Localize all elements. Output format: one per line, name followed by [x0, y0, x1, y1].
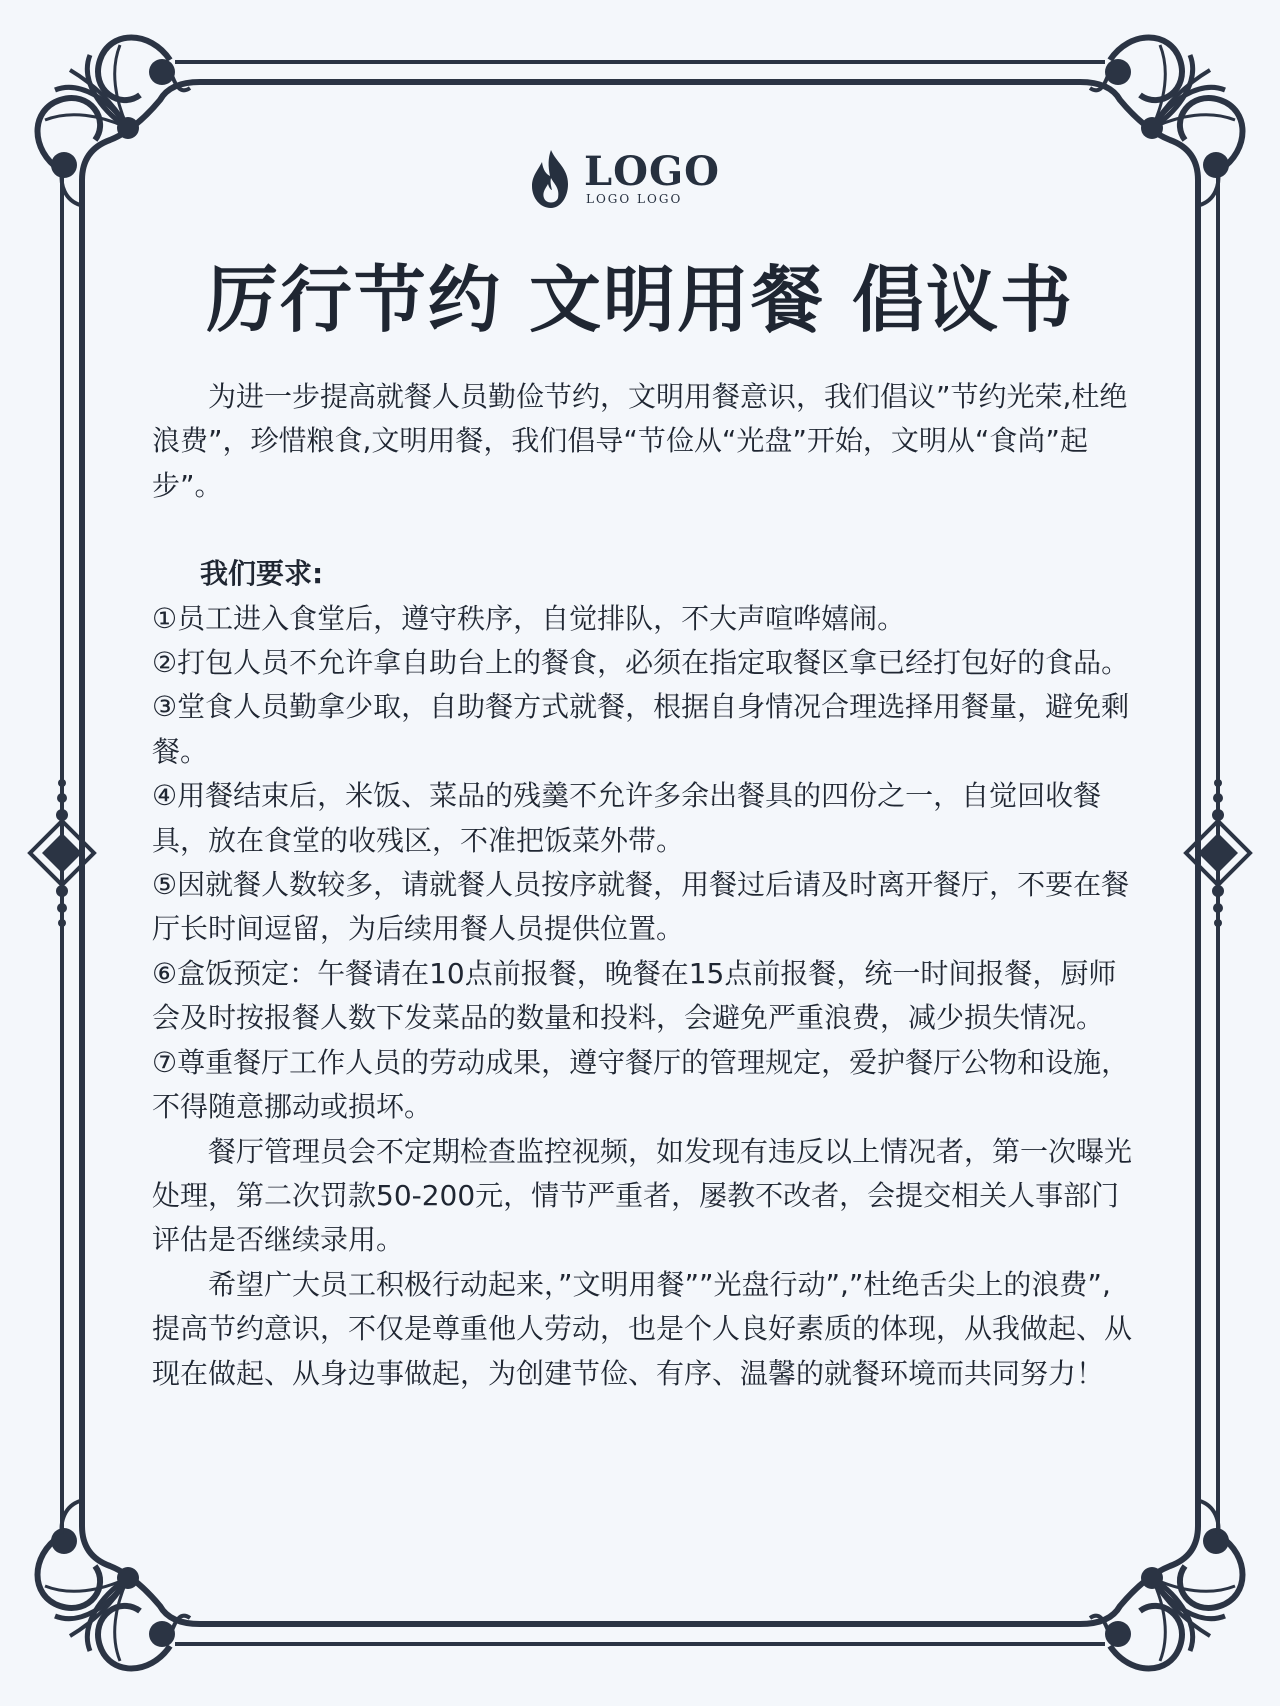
document-title: 厉行节约 文明用餐 倡议书: [205, 258, 1075, 342]
flame-icon: [528, 148, 574, 210]
intro-paragraph: 为进一步提高就餐人员勤俭节约，文明用餐意识，我们倡议”节约光荣,杜绝浪费”，珍惜粮食,文明用餐，我们倡导“节俭从“光盘”开始，文明从“食尚”起步”。: [152, 380, 1128, 502]
logo-subtext: LOGO LOGO: [586, 192, 683, 206]
requirements-heading: 我们要求:: [200, 557, 324, 591]
logo: [528, 148, 748, 210]
requirement-item: ⑦尊重餐厅工作人员的劳动成果，遵守餐厅的管理规定，爱护餐厅公物和设施，不得随意挪动或损坏。: [152, 1045, 1130, 1124]
requirement-item: ①员工进入食堂后，遵守秩序，自觉排队，不大声喧哗嬉闹。: [152, 601, 906, 635]
document-body: [152, 375, 1132, 1396]
requirement-item: ④用餐结束后，米饭、菜品的残羹不允许多余出餐具的四份之一，自觉回收餐具，放在食堂的收残区，不准把饭菜外带。: [152, 779, 1102, 857]
requirement-item: ②打包人员不允许拿自助台上的餐食，必须在指定取餐区拿已经打包好的食品。: [152, 646, 1130, 680]
closing-paragraph: 希望广大员工积极行动起来，”文明用餐””光盘行动”,”杜绝舌尖上的浪费”,提高节约意识，不仅是尊重他人劳动，也是个人良好素质的体现，从我做起、从现在做起、从身边事做起，为创建节俭、有序、温馨的就餐环境而共同努力！: [152, 1267, 1133, 1390]
spacer: [152, 508, 1132, 552]
requirement-item: ⑤因就餐人数较多，请就餐人员按序就餐，用餐过后请及时离开餐厅，不要在餐厅长时间逗留，为后续用餐人员提供位置。: [152, 868, 1130, 946]
penalty-paragraph: 餐厅管理员会不定期检查监控视频，如发现有违反以上情况者，第一次曝光处理，第二次罚款50-200元，情节严重者，屡教不改者，会提交相关人事部门评估是否继续录用。: [152, 1134, 1133, 1257]
logo-wordmark: LOGO: [584, 148, 720, 195]
requirement-item: ③堂食人员勤拿少取，自助餐方式就餐，根据自身情况合理选择用餐量，避免剩餐。: [152, 690, 1130, 768]
requirement-item: ⑥盒饭预定：午餐请在10点前报餐，晚餐在15点前报餐，统一时间报餐，厨师会及时按报餐人数下发菜品的数量和投料，会避免严重浪费，减少损失情况。: [152, 956, 1117, 1035]
